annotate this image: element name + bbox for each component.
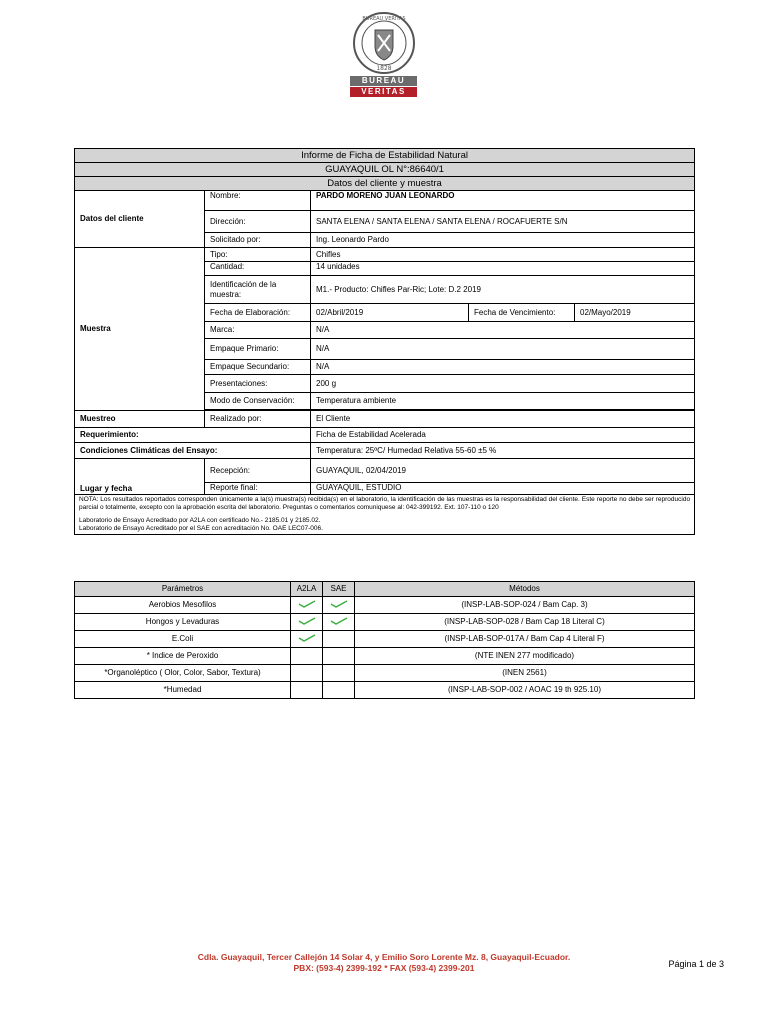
checkmark-icon xyxy=(329,616,349,626)
table-row xyxy=(75,631,695,648)
sample-type: Chifles xyxy=(311,248,695,262)
method-name: (INSP-LAB-SOP-002 / AOAC 19 th 925.10) xyxy=(355,682,695,699)
param-name: *Organoléptico ( Olor, Color, Sabor, Textura) xyxy=(75,665,291,682)
footer-line-address: Cdla. Guayaquil, Tercer Callejón 14 Solar 4, y Emilio Soro Lorente Mz. 8, Guayaquil-Ecuador. xyxy=(197,952,571,962)
presentation-label: Presentaciones: xyxy=(205,375,311,393)
method-name: (INSP-LAB-SOP-028 / Bam Cap 18 Literal C) xyxy=(355,614,695,631)
note-disclaimer: NOTA: Los resultados reportados corresponden únicamente a la(s) muestra(s) recibida(s) en el laboratorio, la identificación de las muestras es la responsabilidad del cliente. Este reporte no debe ser reproducido parcial o totalmente, excepto con la aprobación escrita del laboratorio. Preguntas o comentarios comuniquese al: 042-399192. Ext. 107-110 o 120 xyxy=(79,496,691,511)
a2la-cell xyxy=(291,614,323,631)
method-name: (INSP-LAB-SOP-024 / Bam Cap. 3) xyxy=(355,597,695,614)
sae-cell xyxy=(323,665,355,682)
notes-cell xyxy=(75,495,695,535)
conservation: Temperatura ambiente xyxy=(311,393,695,410)
manufacture-date: 02/Abril/2019 xyxy=(311,304,469,322)
footer-address xyxy=(150,952,618,974)
quantity-label: Cantidad: xyxy=(205,262,311,276)
expiry-date: 02/Mayo/2019 xyxy=(575,304,695,322)
note-a2la: Laboratorio de Ensayo Acreditado por A2LA con certificado No.- 2185.01 y 2185.02. xyxy=(79,517,321,524)
table-row xyxy=(75,682,695,699)
sae-cell xyxy=(323,597,355,614)
sae-cell xyxy=(323,648,355,665)
section-title: Datos del cliente y muestra xyxy=(75,177,695,191)
method-name: (INSP-LAB-SOP-017A / Bam Cap 4 Literal F) xyxy=(355,631,695,648)
report-title: Informe de Ficha de Estabilidad Natural xyxy=(75,149,695,163)
a2la-cell xyxy=(291,648,323,665)
param-name: * Indice de Peroxido xyxy=(75,648,291,665)
requirement-label: Requerimiento: xyxy=(75,428,311,443)
sample-id-label: Identificación de la muestra: xyxy=(205,276,311,304)
a2la-cell xyxy=(291,631,323,648)
sample-quantity: 14 unidades xyxy=(311,262,695,276)
manufacture-date-label: Fecha de Elaboración: xyxy=(205,304,311,322)
conservation-label: Modo de Conservación: xyxy=(205,393,311,410)
secondary-pack: N/A xyxy=(311,360,695,375)
checkmark-icon xyxy=(297,616,317,626)
checkmark-icon xyxy=(297,633,317,643)
param-name: Aerobios Mesofilos xyxy=(75,597,291,614)
client-sample-table xyxy=(74,148,695,535)
client-name: PARDO MORENO JUAN LEONARDO xyxy=(311,191,695,211)
sae-cell xyxy=(323,631,355,648)
reception-value: GUAYAQUIL, 02/04/2019 xyxy=(311,459,695,483)
sae-header: SAE xyxy=(323,582,355,597)
param-header: Parámetros xyxy=(75,582,291,597)
parameter-rows xyxy=(75,597,695,699)
client-address: SANTA ELENA / SANTA ELENA / SANTA ELENA / ROCAFUERTE S/N xyxy=(311,211,695,233)
table-row xyxy=(75,614,695,631)
name-label: Nombre: xyxy=(205,191,311,211)
primary-pack: N/A xyxy=(311,339,695,360)
brand-label: Marca: xyxy=(205,322,311,339)
param-name: E.Coli xyxy=(75,631,291,648)
a2la-cell xyxy=(291,682,323,699)
param-name: *Humedad xyxy=(75,682,291,699)
report-number: GUAYAQUIL OL N°:86640/1 xyxy=(75,163,695,177)
sampling-label: Muestreo xyxy=(75,411,205,428)
final-report-label: Reporte final: xyxy=(205,483,311,495)
type-label: Tipo: xyxy=(205,248,311,262)
client-label: Datos del cliente xyxy=(75,191,205,248)
presentation: 200 g xyxy=(311,375,695,393)
sample-id: M1.- Producto: Chifles Par-Ric; Lote: D.2 2019 xyxy=(311,276,695,304)
sampling-by-label: Realizado por: xyxy=(205,411,311,428)
requested-label: Solicitado por: xyxy=(205,233,311,248)
requested-by: Ing. Leonardo Pardo xyxy=(311,233,695,248)
method-name: (NTE INEN 277 modificado) xyxy=(355,648,695,665)
sample-brand: N/A xyxy=(311,322,695,339)
logo-line-veritas: VERITAS xyxy=(350,87,417,97)
sae-cell xyxy=(323,682,355,699)
page-number: Página 1 de 3 xyxy=(668,959,724,969)
place-label: Lugar y fecha xyxy=(75,459,205,495)
method-header: Métodos xyxy=(355,582,695,597)
primary-pack-label: Empaque Primario: xyxy=(205,339,311,360)
footer-line-phone: PBX: (593-4) 2399-192 * FAX (593-4) 2399-201 xyxy=(293,963,475,973)
method-name: (INEN 2561) xyxy=(355,665,695,682)
sampling-by: El Cliente xyxy=(311,411,695,428)
seal-icon xyxy=(344,10,424,76)
param-name: Hongos y Levaduras xyxy=(75,614,291,631)
secondary-pack-label: Empaque Secundario: xyxy=(205,360,311,375)
requirement-value: Ficha de Estabilidad Acelerada xyxy=(311,428,695,443)
seal-ring-text: BUREAU VERITAS xyxy=(362,16,406,22)
table-row xyxy=(75,648,695,665)
note-sae: Laboratorio de Ensayo Acreditado por el SAE con acreditación No. OAE LEC07-006. xyxy=(79,525,323,532)
bureau-veritas-logo xyxy=(344,10,424,102)
seal-year: 1828 xyxy=(376,65,392,72)
final-report-value: GUAYAQUIL, ESTUDIO xyxy=(311,483,695,495)
sample-label: Muestra xyxy=(75,248,205,411)
climate-value: Temperatura: 25ºC/ Humedad Relativa 55-60 ±5 % xyxy=(311,443,695,459)
climate-label: Condiciones Climáticas del Ensayo: xyxy=(75,443,311,459)
a2la-cell xyxy=(291,665,323,682)
checkmark-icon xyxy=(297,599,317,609)
a2la-header: A2LA xyxy=(291,582,323,597)
parameters-table xyxy=(74,581,695,699)
logo-line-bureau: BUREAU xyxy=(350,76,417,86)
address-label: Dirección: xyxy=(205,211,311,233)
expiry-date-label: Fecha de Vencimiento: xyxy=(469,304,575,322)
reception-label: Recepción: xyxy=(205,459,311,483)
table-row xyxy=(75,597,695,614)
checkmark-icon xyxy=(329,599,349,609)
sae-cell xyxy=(323,614,355,631)
table-row xyxy=(75,665,695,682)
a2la-cell xyxy=(291,597,323,614)
